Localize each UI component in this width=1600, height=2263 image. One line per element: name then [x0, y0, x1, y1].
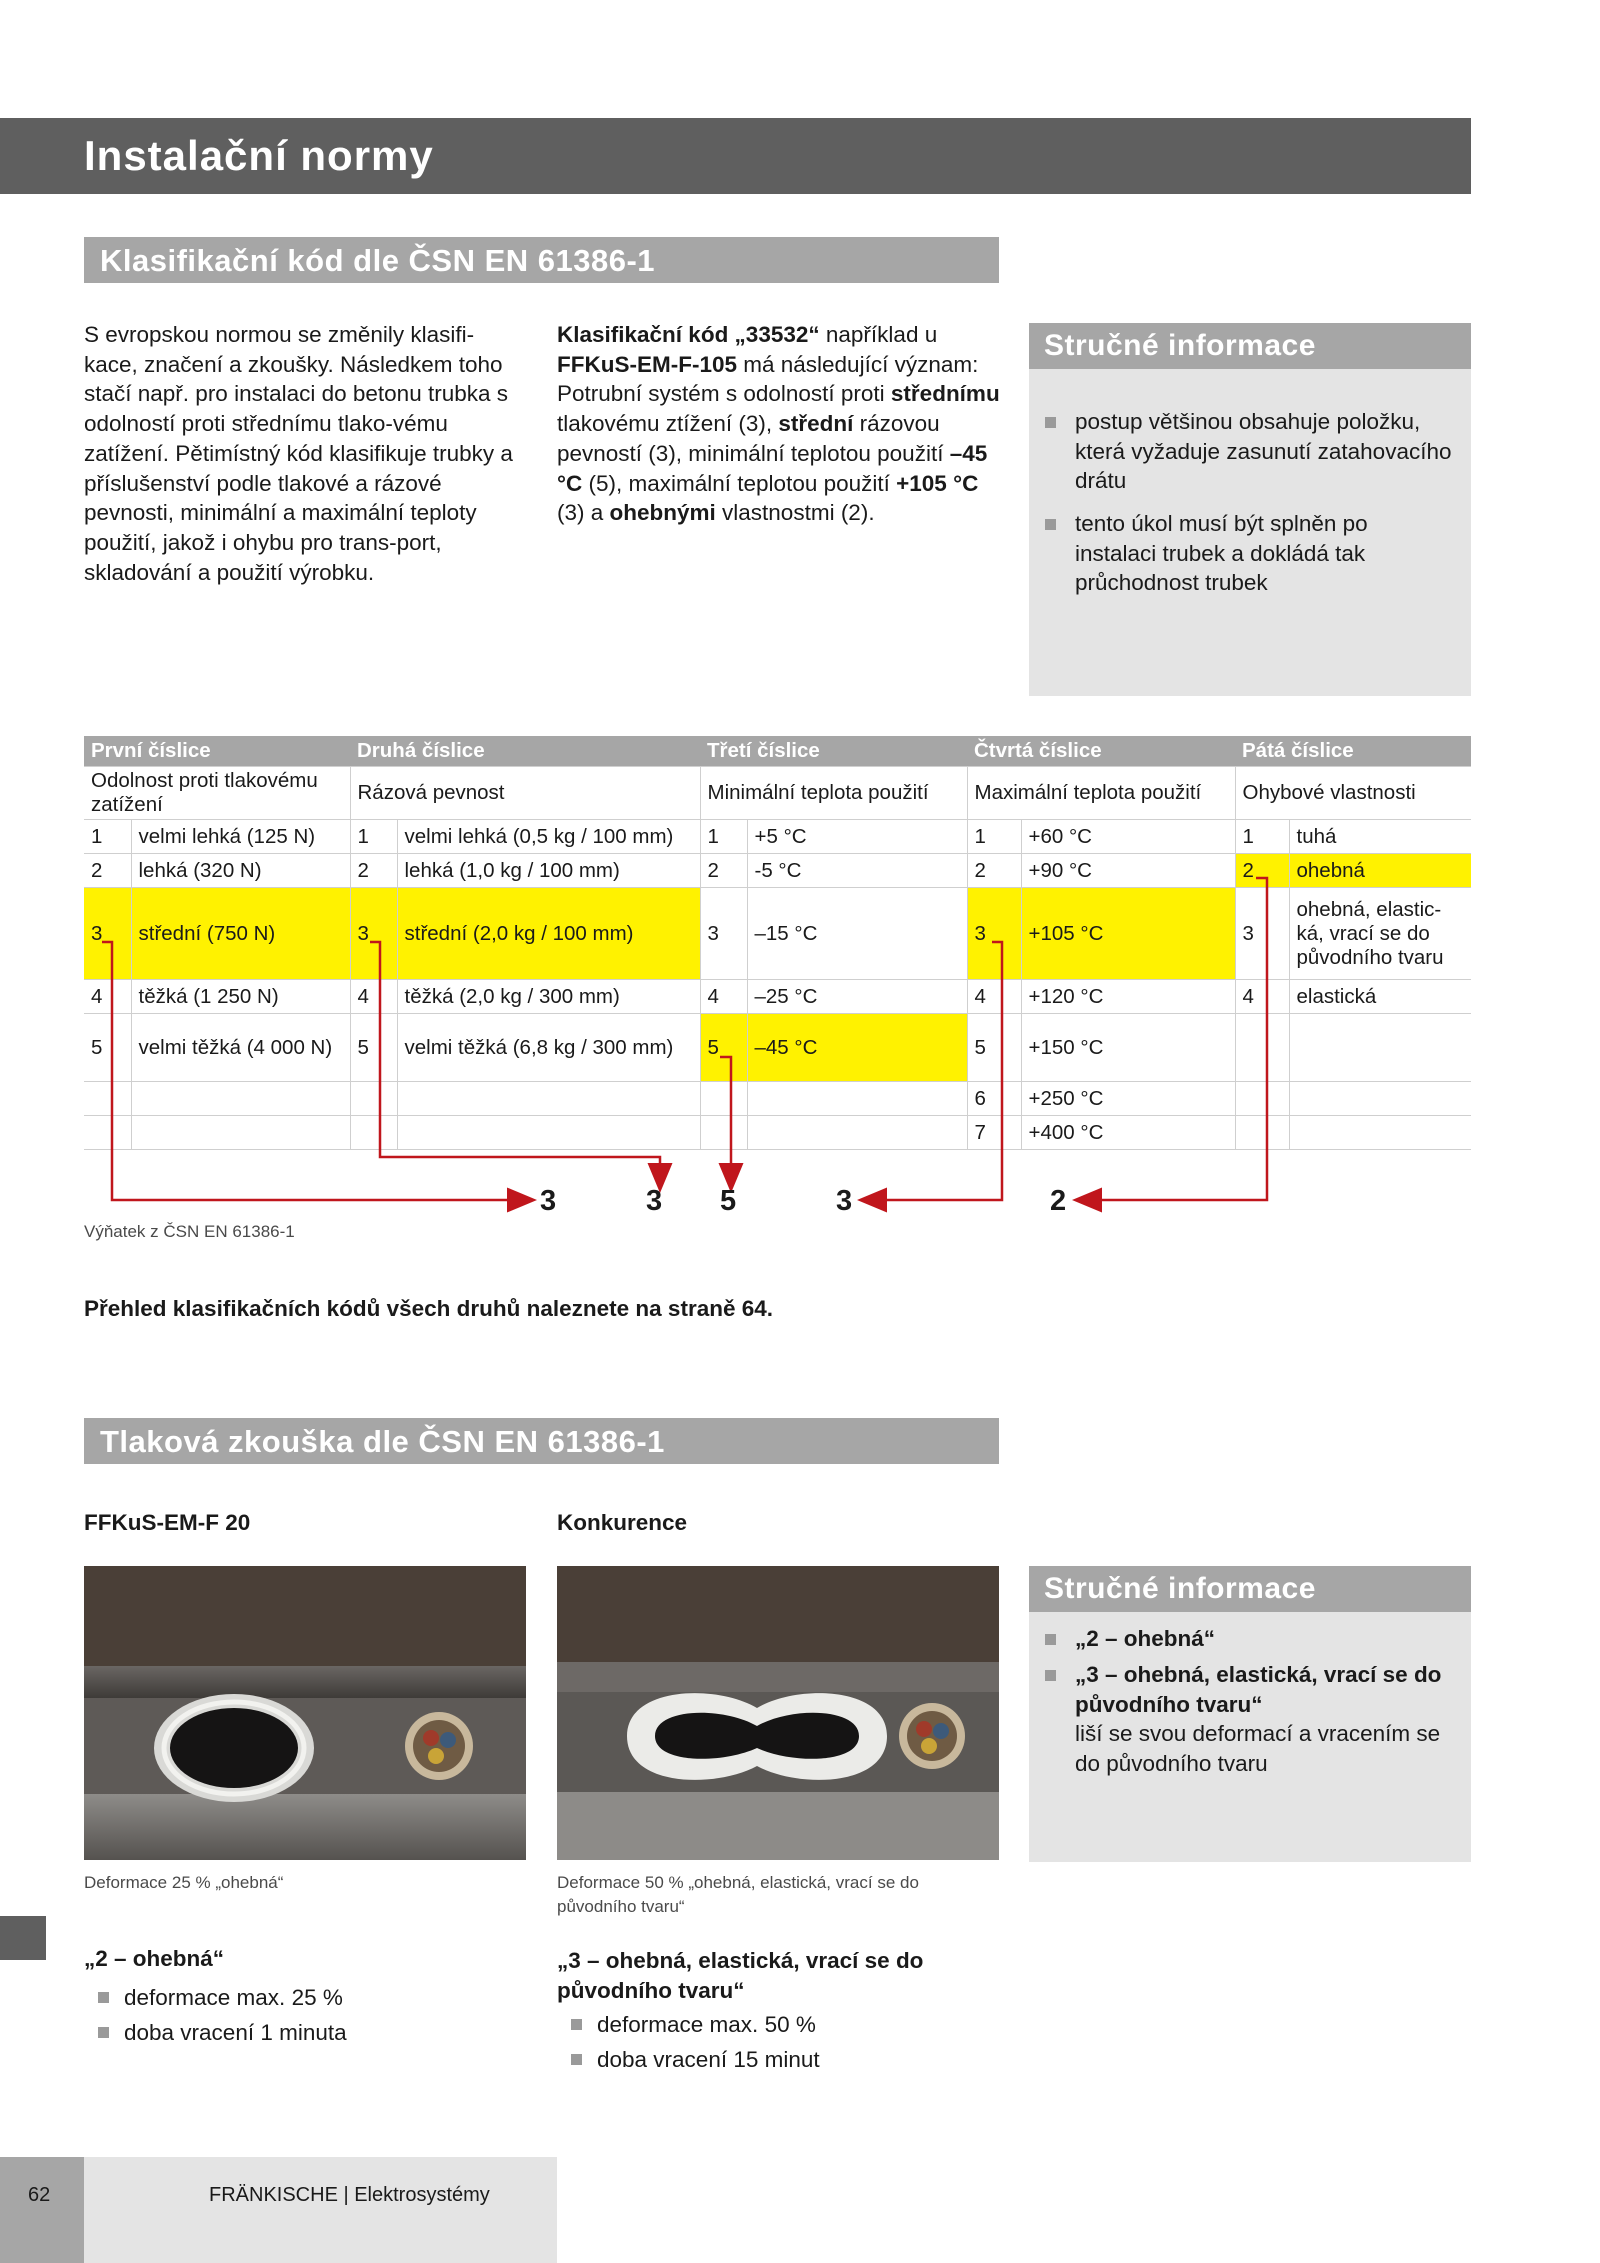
table-cell	[1289, 1116, 1471, 1150]
section-title-bar	[84, 1418, 999, 1464]
table-cell: velmi lehká (125 N)	[131, 820, 350, 854]
side-tab-marker	[0, 1916, 46, 1960]
list-item: deformace max. 50 %	[571, 2007, 820, 2042]
table-cell: 5	[967, 1014, 1021, 1082]
table-cell	[397, 1116, 700, 1150]
table-cell: +150 °C	[1021, 1014, 1235, 1082]
square-bullet-icon	[1045, 1670, 1056, 1681]
table-row	[84, 820, 1471, 854]
table-cell	[1289, 1014, 1471, 1082]
page-number: 62	[28, 2184, 51, 2206]
highlighted-cell: 2	[1235, 854, 1289, 888]
highlighted-cell: 3	[350, 888, 397, 980]
square-bullet-icon	[571, 2054, 582, 2065]
highlighted-cell: 5	[700, 1014, 747, 1082]
highlighted-cell: 3	[84, 888, 131, 980]
classification-table	[84, 736, 1471, 1150]
table-cell	[131, 1116, 350, 1150]
info-bullet: tento úkol musí být splněn po instalaci trubek a dokládá tak průchodnost trubek	[1045, 509, 1455, 598]
table-header: První číslice	[84, 736, 350, 767]
table-subheader: Rázová pevnost	[350, 767, 700, 820]
code-example-text	[557, 320, 1005, 528]
table-cell: 5	[84, 1014, 131, 1082]
right-photo-label: Konkurence	[557, 1510, 688, 1535]
footer-text: FRÄNKISCHE | Elektrosystémy	[209, 2184, 490, 2206]
table-cell: +60 °C	[1021, 820, 1235, 854]
list-item: doba vracení 15 minut	[571, 2042, 820, 2077]
table-row	[84, 854, 1471, 888]
code-digit: 5	[720, 1185, 737, 1217]
table-cell: velmi těžká (6,8 kg / 300 mm)	[397, 1014, 700, 1082]
table-cell: –15 °C	[747, 888, 967, 980]
table-row	[84, 980, 1471, 1014]
info-bullet: postup většinou obsahuje položku, která vyžaduje zasunutí zatahovacího drátu	[1045, 407, 1455, 496]
table-header-row	[84, 736, 1471, 767]
table-cell: +90 °C	[1021, 854, 1235, 888]
table-cell	[747, 1116, 967, 1150]
highlighted-cell: 3	[967, 888, 1021, 980]
table-cell	[1289, 1082, 1471, 1116]
table-subheader-row	[84, 767, 1471, 820]
list-item: doba vracení 1 minuta	[98, 2015, 347, 2050]
table-cell: 4	[350, 980, 397, 1014]
table-subheader: Minimální teplota použití	[700, 767, 967, 820]
section-title-bar	[84, 237, 999, 283]
highlighted-cell: –45 °C	[747, 1014, 967, 1082]
table-cell: 4	[84, 980, 131, 1014]
pressure-test-image	[84, 1566, 526, 1860]
square-bullet-icon	[98, 1992, 109, 2003]
intro-text	[84, 320, 524, 587]
highlighted-cell: střední (2,0 kg / 100 mm)	[397, 888, 700, 980]
overview-note: Přehled klasifikačních kódů všech druhů naleznete na straně 64.	[84, 1296, 773, 1321]
competition-pressure-test-photo	[557, 1566, 999, 1860]
info-box-header	[1029, 1566, 1471, 1612]
table-cell: těžká (2,0 kg / 300 mm)	[397, 980, 700, 1014]
table-cell: tuhá	[1289, 820, 1471, 854]
table-cell	[1235, 1116, 1289, 1150]
square-bullet-icon	[98, 2027, 109, 2038]
table-cell: 1	[967, 820, 1021, 854]
table-cell: 1	[700, 820, 747, 854]
list-item: deformace max. 25 %	[98, 1980, 347, 2015]
square-bullet-icon	[1045, 1634, 1056, 1645]
table-cell	[131, 1082, 350, 1116]
left-bullet-list	[98, 1980, 347, 2050]
table-cell: 2	[350, 854, 397, 888]
table-cell: 1	[84, 820, 131, 854]
table-cell: 2	[700, 854, 747, 888]
table-header: Čtvrtá číslice	[967, 736, 1235, 767]
page-title: Instalační normy	[84, 132, 434, 179]
page-number-block	[0, 2157, 84, 2263]
table-cell: +120 °C	[1021, 980, 1235, 1014]
footer-bar	[84, 2157, 557, 2263]
table-source-note: Výňatek z ČSN EN 61386-1	[84, 1222, 295, 1241]
right-bullet-list	[571, 2007, 820, 2077]
square-bullet-icon	[1045, 519, 1056, 530]
section-title: Tlaková zkouška dle ČSN EN 61386-1	[100, 1424, 665, 1459]
left-photo-label: FFKuS-EM-F 20	[84, 1510, 251, 1535]
table-cell: +5 °C	[747, 820, 967, 854]
table-cell: velmi lehká (0,5 kg / 100 mm)	[397, 820, 700, 854]
pressure-test-image	[557, 1566, 999, 1860]
table-cell	[350, 1082, 397, 1116]
left-photo-caption: Deformace 25 % „ohebná“	[84, 1873, 284, 1892]
left-heading: „2 – ohebná“	[84, 1946, 225, 1971]
table-row	[84, 1116, 1471, 1150]
right-photo-caption: Deformace 50 % „ohebná, elastická, vrací se do původního tvaru“	[557, 1873, 919, 1916]
table-cell: 1	[1235, 820, 1289, 854]
table-cell	[84, 1082, 131, 1116]
info-box-title: Stručné informace	[1044, 329, 1316, 362]
table-cell	[747, 1082, 967, 1116]
table-cell	[1235, 1082, 1289, 1116]
table-cell: +250 °C	[1021, 1082, 1235, 1116]
table-cell: lehká (320 N)	[131, 854, 350, 888]
table-cell: 4	[1235, 980, 1289, 1014]
square-bullet-icon	[571, 2019, 582, 2030]
code-digit: 2	[1050, 1185, 1067, 1217]
table-cell: 1	[350, 820, 397, 854]
table-subheader: Odolnost proti tlakovému zatížení	[84, 767, 350, 820]
table-header: Třetí číslice	[700, 736, 967, 767]
table-cell: 7	[967, 1116, 1021, 1150]
table-cell: lehká (1,0 kg / 100 mm)	[397, 854, 700, 888]
table-header: Druhá číslice	[350, 736, 700, 767]
table-row	[84, 1014, 1471, 1082]
table-header: Pátá číslice	[1235, 736, 1471, 767]
table-subheader: Maximální teplota použití	[967, 767, 1235, 820]
info-bullet: „3 – ohebná, elastická, vrací se do původního tvaru“ liší se svou deformací a vracením se do původního tvaru	[1045, 1660, 1445, 1779]
section-title: Klasifikační kód dle ČSN EN 61386-1	[100, 243, 656, 278]
table-cell	[1235, 1014, 1289, 1082]
table-cell: 4	[700, 980, 747, 1014]
table-cell: +400 °C	[1021, 1116, 1235, 1150]
table-cell: velmi těžká (4 000 N)	[131, 1014, 350, 1082]
page-header-banner	[0, 118, 1471, 194]
table-cell: ohebná, elastic-ká, vrací se do původního tvaru	[1289, 888, 1471, 980]
table-cell: elastická	[1289, 980, 1471, 1014]
table-cell: 5	[350, 1014, 397, 1082]
table-cell: –25 °C	[747, 980, 967, 1014]
table-cell: 4	[967, 980, 1021, 1014]
table-cell: 2	[967, 854, 1021, 888]
code-digit: 3	[646, 1185, 663, 1217]
table-cell: 6	[967, 1082, 1021, 1116]
table-cell: 3	[700, 888, 747, 980]
code-digit: 3	[540, 1185, 557, 1217]
highlighted-cell: ohebná	[1289, 854, 1471, 888]
table-cell	[700, 1082, 747, 1116]
highlighted-cell: střední (750 N)	[131, 888, 350, 980]
highlighted-cell: +105 °C	[1021, 888, 1235, 980]
right-heading: „3 – ohebná, elastická, vrací se do původního tvaru“	[557, 1948, 924, 2003]
code-digit: 3	[836, 1185, 853, 1217]
table-cell: 2	[84, 854, 131, 888]
square-bullet-icon	[1045, 417, 1056, 428]
table-row	[84, 888, 1471, 980]
info-box-title: Stručné informace	[1044, 1572, 1316, 1605]
table-row	[84, 1082, 1471, 1116]
ffkus-pressure-test-photo	[84, 1566, 526, 1860]
intro-paragraph: S evropskou normou se změnily klasifi-kace, značení a zkoušky. Následkem toho stačí např. pro instalaci do betonu trubka s odolností proti střednímu tlako-vému zatížení. Pětimístný kód klasifikuje trubky a příslušenství podle tlakové a rázové pevnosti, minimální a maximální teploty použití, jakož i ohybu pro trans-port, skladování a použití výrobku.	[84, 322, 513, 585]
table-cell: těžká (1 250 N)	[131, 980, 350, 1014]
code-example-paragraph: Klasifikační kód „33532“ například u FFKuS-EM-F-105 má následující význam: Potrubní systém s odolností proti střednímu tlakovému ztížení (3), střední rázovou pevností (3), minimální teplotou použití –45 °C (5), maximální teplotou použití +105 °C (3) a ohebnými vlastnostmi (2).	[557, 322, 1000, 526]
table-cell: -5 °C	[747, 854, 967, 888]
info-box	[1029, 1566, 1471, 1862]
table-cell	[700, 1116, 747, 1150]
table-cell	[84, 1116, 131, 1150]
table-cell	[350, 1116, 397, 1150]
info-bullet: „2 – ohebná“	[1045, 1624, 1455, 1654]
table-cell: 3	[1235, 888, 1289, 980]
table-subheader: Ohybové vlastnosti	[1235, 767, 1471, 820]
info-box-header	[1029, 323, 1471, 369]
info-box	[1029, 323, 1471, 696]
table-cell	[397, 1082, 700, 1116]
